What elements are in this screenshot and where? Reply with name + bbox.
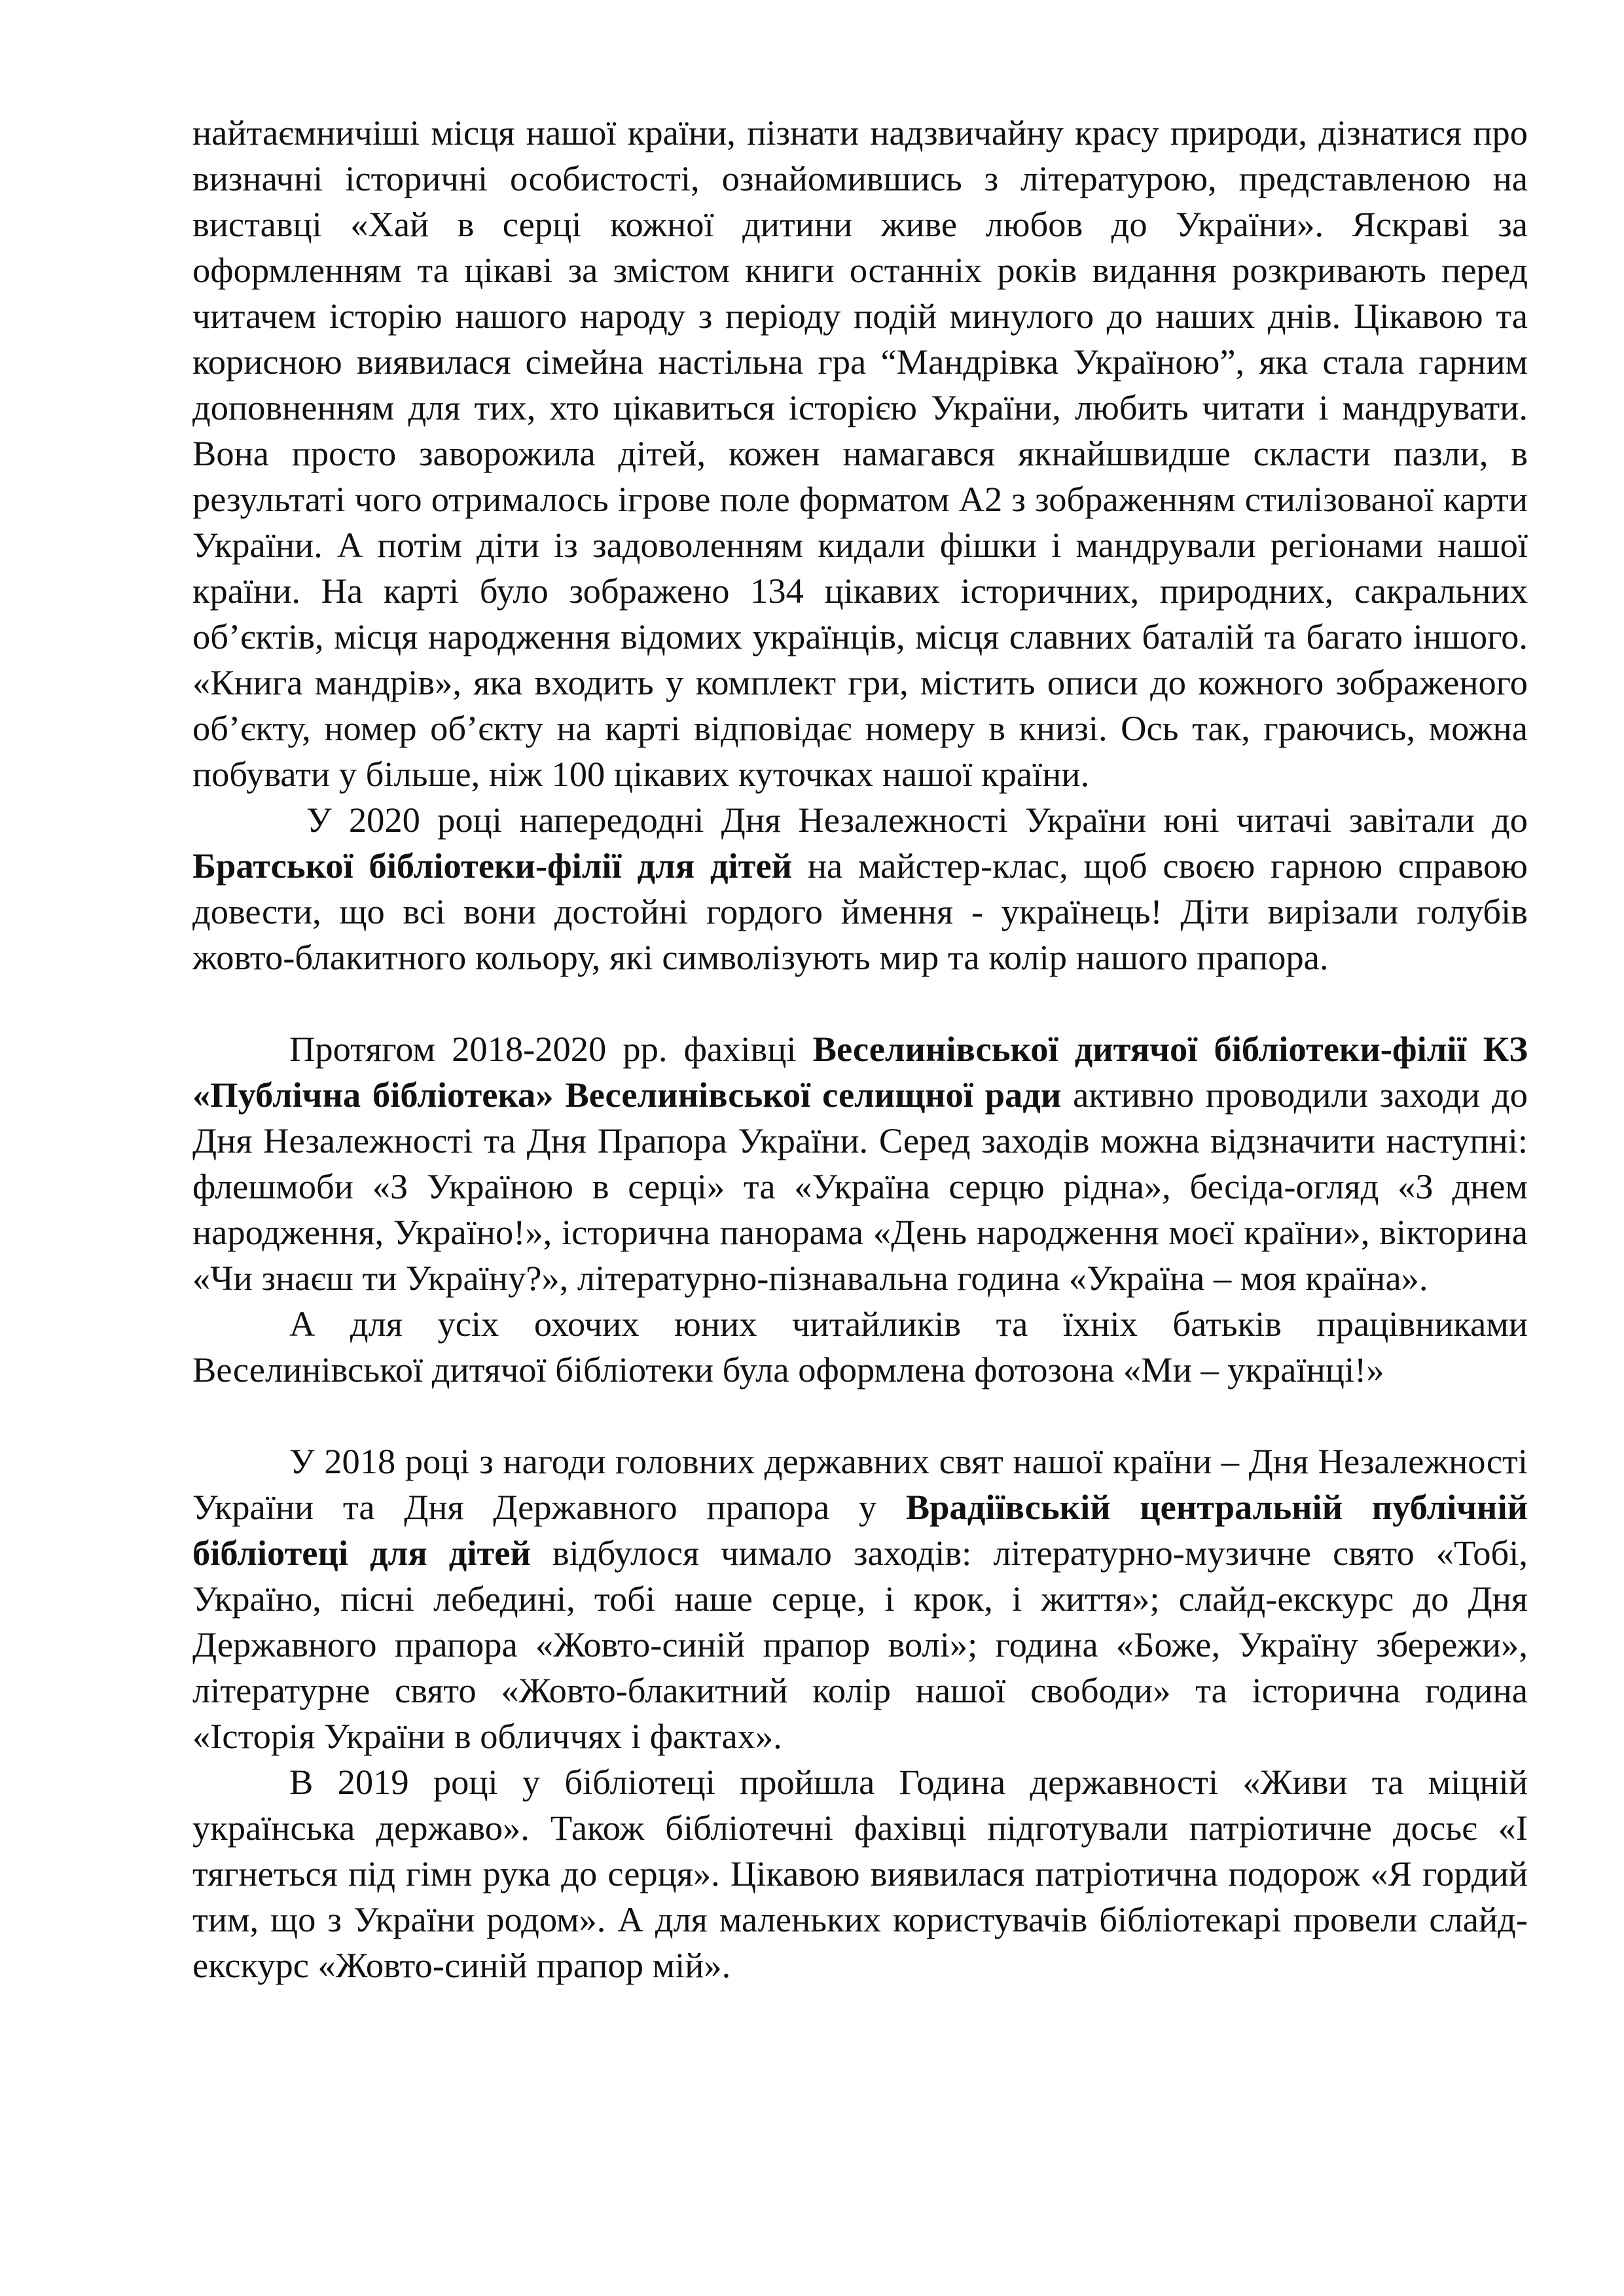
paragraph-text: на майстер-клас, щоб своєю гарною справою довести, що всі вони достойні гордого ймення - українець! Діти вирізали голубів жовто-блакитного кольору, які символізують мир та колір нашого прапора. [192, 846, 1528, 977]
paragraph-text: Протягом 2018-2020 рр. фахівці [289, 1029, 813, 1069]
paragraph-board-game: найтаємничіші місця нашої країни, пізнати надзвичайну красу природи, дізнатися про визначні історичні особистості, ознайомившись з літературою, представленою на виставці «Хай в серці кожної дитини живе любов до України». Яскраві за оформленням та цікаві за змістом книги останніх років видання розкривають перед читачем історію нашого народу з періоду подій минулого до наших днів. Цікавою та корисною виявилася сімейна настільна гра “Мандрівка Україною”, яка стала гарним доповненням для тих, хто цікавиться історією України, любить читати і мандрувати. Вона просто заворожила дітей, кожен намагався якнайшвидше скласти пазли, в результаті чого отрималось ігрове поле форматом А2 з зображенням стилізованої карти України. А потім діти із задоволенням кидали фішки і мандрували регіонами нашої країни. На карті було зображено 134 цікавих історичних, природних, сакральних об’єктів, місця народження відомих українців, місця славних баталій та багато іншого. «Книга мандрів», яка входить у комплект гри, містить описи до кожного зображеного об’єкту, номер об’єкту на карті відповідає номеру в книзі. Ось так, граючись, можна побувати у більше, ніж 100 цікавих куточках нашої країни. [192, 113, 1528, 794]
paragraph-text: У 2018 році з нагоди головних державних свят нашої країни – Дня Незалежності України та Дня Державного прапора у [192, 1441, 1528, 1527]
library-name-bold: Врадіївській центральній публічній бібліотеці для дітей [192, 1487, 1528, 1573]
paragraph-veselynivska-library [192, 1026, 1528, 1301]
paragraph-photo-zone: А для усіх охочих юних читайликів та їхніх батьків працівниками Веселинівської дитячої бібліотеки була оформлена фотозона «Ми – українці!» [192, 1304, 1528, 1390]
library-name-bold: Веселинівської дитячої бібліотеки-філії КЗ «Публічна бібліотека» Веселинівської селищної ради [192, 1029, 1528, 1115]
paragraph-spacer [192, 1393, 1528, 1439]
paragraph-text: відбулося чимало заходів: літературно-музичне свято «Тобі, Україно, пісні лебедині, тобі наше серце, і крок, і життя»; слайд-екскурс до Дня Державного прапора «Жовто-синій прапор волі»; година «Боже, Україну збережи», літературне свято «Жовто-блакитний колір нашої свободи» та історична година «Історія України в обличчях і фактах». [192, 1533, 1528, 1756]
paragraph-statehood-hour: В 2019 році у бібліотеці пройшла Година державності «Живи та міцній українська державо». Також бібліотечні фахівці підготували патріотичне досьє «І тягнеться під гімн рука до серця». Цікавою виявилася патріотична подорож «Я гордий тим, що з України родом». А для маленьких користувачів бібліотекарі провели слайд-екскурс «Жовто-синій прапор мій». [192, 1762, 1528, 1985]
paragraph-spacer [192, 980, 1528, 1026]
library-name-bold: Братської бібліотеки-філії для дітей [192, 846, 793, 886]
paragraph-bratska-library [192, 797, 1528, 980]
paragraph-text: активно проводили заходи до Дня Незалежності та Дня Прапора України. Серед заходів можна відзначити наступні: флешмоби «З Україною в серці» та «Україна серцю рідна», бесіда-огляд «З днем народження, Україно!», історична панорама «День народження моєї країни», вікторина «Чи знаєш ти Україну?», літературно-пізнавальна година «Україна – моя країна». [192, 1075, 1528, 1298]
paragraph-text: У 2020 році напередодні Дня Незалежності України юні читачі завітали до [306, 800, 1528, 840]
document-body [192, 110, 1528, 1988]
paragraph-vradiivska-library [192, 1439, 1528, 1759]
